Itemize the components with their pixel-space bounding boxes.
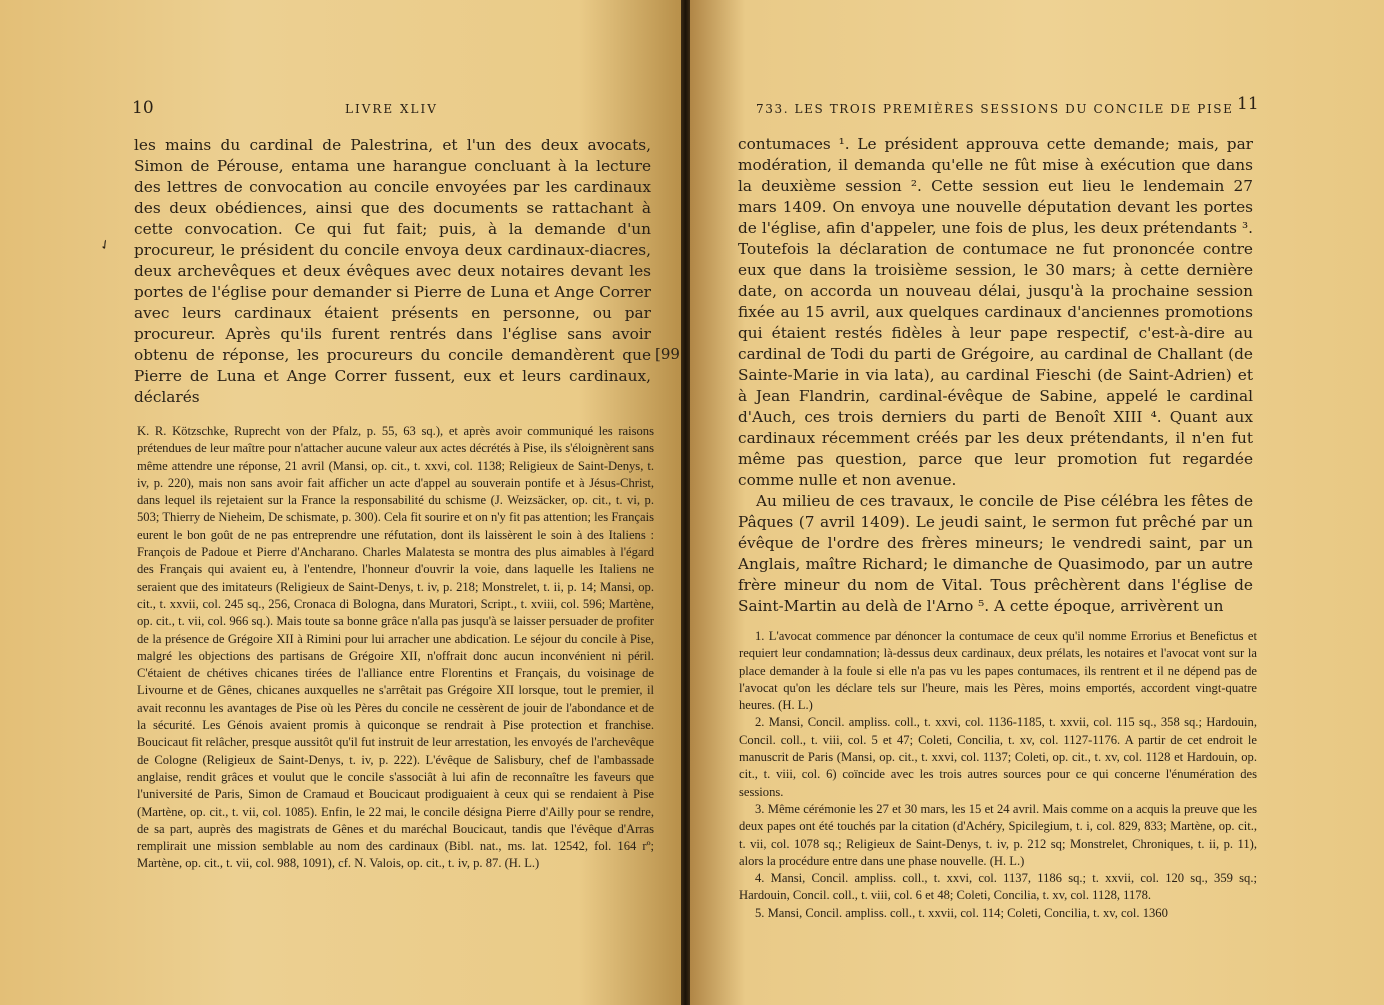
right-footnote-4: 4. Mansi, Concil. ampliss. coll., t. xxvi, col. 1137, 1186 sq.; t. xxvii, col. 120 sq., 359 sq.; Hardouin, Concil. coll., t. viii, col. 6 et 48; Coleti, Concilia, t. xv, col. 1128, 1178. xyxy=(739,871,1257,903)
right-main-text xyxy=(738,134,1253,617)
right-footnote-2: 2. Mansi, Concil. ampliss. coll., t. xxvi, col. 1136-1185, t. xxvii, col. 115 sq., 358 sq.; Hardouin, Concil. coll., t. viii, col. 5 et 47; Coleti, Concilia, t. xv, col. 1127-1176. A partir de cet endroit le manuscrit de Paris (Mansi, op. cit., t. xxvi, col. 1137; Coleti, op. cit., t. xv, col. 1128 et Hardouin, op. cit., t. viii, col. 6) coïncide avec les trois autres sources pour ce qui concerne l'énumération des sessions. xyxy=(739,715,1257,799)
right-page-number: 11 xyxy=(1237,94,1259,114)
right-footnote-3: 3. Même cérémonie les 27 et 30 mars, les 15 et 24 avril. Mais comme on a acquis la preuve que les deux papes ont été touchés par la citation (d'Achéry, Spicilegium, t. i, col. 829, 833; Martène, op. cit., t. vii, col. 1078 sq.; Religieux de Saint-Denys, t. iv, p. 212 sq; Monstrelet, Chroniques, t. ii, p. 11), alors la procédure entre dans une phase nouvelle. (H. L.) xyxy=(739,801,1257,868)
left-page xyxy=(0,0,681,1005)
right-footnote-5: 5. Mansi, Concil. ampliss. coll., t. xxvii, col. 114; Coleti, Concilia, t. xv, col. 1360 xyxy=(755,905,1168,920)
right-footnote-1: 1. L'avocat commence par dénoncer la contumace de ceux qu'il nomme Errorius et Benefictus et requiert leur condamnation; là-dessus deux cardinaux, deux prélats, les notaires et l'avocat vont sur la place demander à la foule si elle n'a pas vu les papes contumaces, ils rentrent et il ne dépend pas de l'avocat qu'on les déclare tels sur l'heure, mais les Pères, moins emportés, accordent vingt-quatre heures. (H. L.) xyxy=(739,629,1257,713)
left-footnotes xyxy=(137,423,654,873)
right-running-head: 733. LES TROIS PREMIÈRES SESSIONS DU CONCILE DE PISE xyxy=(756,102,1234,116)
left-page-number: 10 xyxy=(132,98,154,118)
left-main-text xyxy=(134,135,651,408)
left-footnote-paragraph: K. R. Kötzschke, Ruprecht von der Pfalz, p. 55, 63 sq.), et après avoir communiqué les raisons prétendues de leur maître pour n'attacher aucune valeur aux actes décrétés à Pise, ils s'éloignèrent sans même attendre une réponse, 21 avril (Mansi, op. cit., t. xxvi, col. 1138; Religieux de Saint-Denys, t. iv, p. 220), mais non sans avoir fait afficher un acte d'appel au souverain pontife et à Jésus-Christ, dans lequel ils rejetaient sur la France la responsabilité du schisme (J. Weizsäcker, op. cit., t. vi, p. 503; Thierry de Nieheim, De schismate, p. 300). Cela fit sourire et on n'y fit pas attention; les Français eurent le bon goût de ne pas entreprendre une réfutation, dont ils laissèrent le soin à des Italiens : François de Padoue et Pierre d'Ancharano. Charles Malatesta se montra des plus aimables à l'égard des Français qui avaient eu, à l'entendre, l'honneur d'ouvrir la voie, dans laquelle les Italiens ne seraient que des imitateurs (Religieux de Saint-Denys, t. iv, p. 218; Monstrelet, t. ii, p. 14; Mansi, op. cit., t. xxvii, col. 245 sq., 256, Cronaca di Bologna, dans Muratori, Script., t. xviii, col. 596; Martène, op. cit., t. vii, col. 966 sq.). Mais toute sa bonne grâce n'alla pas jusqu'à se laisser persuader de profiter de la présence de Grégoire XII à Rimini pour lui arracher une abdication. Le séjour du concile à Pise, malgré les objections des partisans de Grégoire XII, n'offrait donc aucun inconvénient ni péril. C'étaient de chétives chicanes tirées de l'alliance entre Florentins et Français, du voisinage de Livourne et de Gênes, chicanes auxquelles ne s'arrêtait pas Grégoire XII lorsque, tout le premier, il avait reconnu les avantages de Pise où les Pères du concile ne cessèrent de jouir de l'abondance et de la sécurité. Les Génois avaient promis à quiconque se rendrait à Pise protection et franchise. Boucicaut fit relâcher, presque aussitôt qu'il fut instruit de leur arrestation, les envoyés de l'archevêque de Cologne (Religieux de Saint-Denys, t. iv, p. 222). L'évêque de Salisbury, chef de l'ambassade anglaise, rendit grâces et voulut que le concile s'associât à lui afin de reconnaître les faveurs que l'université de Paris, Simon de Cramaud et Boucicaut prodiguaient à ceux qui se rendaient à Pise (Martène, op. cit., t. vii, col. 1085). Enfin, le 22 mai, le concile désigna Pierre d'Ailly pour se rendre, de sa part, auprès des magistrats de Gênes et du maréchal Boucicaut, tandis que l'évêque d'Arras remplirait une mission semblable au nom des cardinaux (Bibl. nat., ms. lat. 12542, fol. 164 rº; Martène, op. cit., t. vii, col. 988, 1091), cf. N. Valois, op. cit., t. iv, p. 87. (H. L.) xyxy=(137,424,654,871)
right-footnotes xyxy=(739,628,1257,922)
right-main-paragraph-1: contumaces ¹. Le président approuva cette demande; mais, par modération, il demanda qu'elle ne fût mise à exécution que dans la deuxième session ². Cette session eut lieu le lendemain 27 mars 1409. On envoya une nouvelle députation devant les portes de l'église, afin d'appeler, une fois de plus, les deux prétendants ³. Toutefois la déclaration de contumace ne fut prononcée contre eux que dans la troisième session, le 30 mars; à cette dernière date, on accorda un nouveau délai, jusqu'à la prochaine session fixée au 15 avril, aux quelques cardinaux d'anciennes promotions qui étaient restés fidèles à leur pape respectif, c'est-à-dire au cardinal de Todi du parti de Grégoire, au cardinal de Challant (de Sainte-Marie in via lata), au cardinal Fieschi (de Saint-Adrien) et à Jean Flandrin, cardinal-évêque de Sabine, appelé le cardinal d'Auch, ces trois derniers du parti de Benoît XIII ⁴. Quant aux cardinaux récemment créés par les deux prétendants, il n'en fut même pas question, parce que leur promotion fut regardée comme nulle et non avenue. xyxy=(738,135,1253,489)
right-page xyxy=(690,0,1384,1005)
left-margin-note: [99 xyxy=(655,345,680,363)
right-main-paragraph-2: Au milieu de ces travaux, le concile de Pise célébra les fêtes de Pâques (7 avril 1409). Le jeudi saint, le sermon fut prêché par un évêque de l'ordre des frères mineurs; le vendredi saint, par un Anglais, maître Richard; le dimanche de Quasimodo, par un autre frère mineur du nom de Vital. Tous prêchèrent dans l'église de Saint-Martin au delà de l'Arno ⁵. A cette époque, arrivèrent un xyxy=(738,492,1253,615)
book-gutter xyxy=(681,0,690,1005)
ink-mark: ✓ xyxy=(96,236,114,255)
left-main-paragraph: les mains du cardinal de Palestrina, et l'un des deux avocats, Simon de Pérouse, entama une harangue concluant à la lecture des lettres de convocation au concile envoyées par les cardinaux des deux obédiences, ainsi que des documents se rattachant à cette convocation. Ce qui fut fait; puis, à la demande d'un procureur, le président du concile envoya deux cardinaux-diacres, deux archevêques et deux évêques avec deux notaires devant les portes de l'église pour demander si Pierre de Luna et Ange Correr avec leurs cardinaux étaient présents en personne, ou par procureur. Après qu'ils furent rentrés dans l'église sans avoir obtenu de réponse, les procureurs du concile demandèrent que Pierre de Luna et Ange Correr fussent, eux et leurs cardinaux, déclarés xyxy=(134,136,651,406)
left-running-head: LIVRE XLIV xyxy=(345,102,438,116)
